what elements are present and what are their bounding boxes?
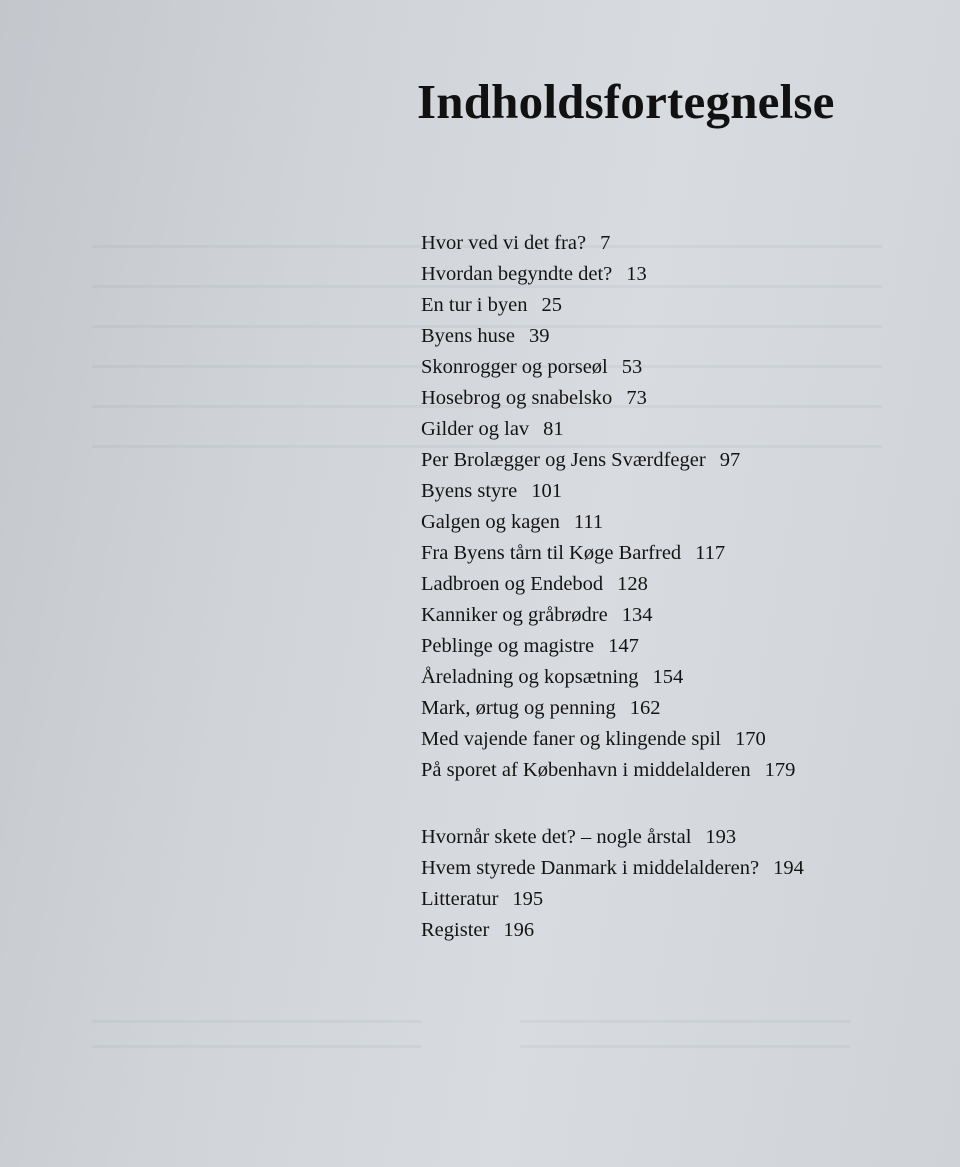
toc-entry-title: På sporet af København i middelalderen [421,759,751,781]
toc-entry-title: En tur i byen [421,294,528,316]
bleed-through-line [92,1020,422,1023]
toc-entry-page-number: 134 [621,604,653,626]
toc-entry-title: Peblinge og magistre [421,635,595,657]
toc-entry-page-number: 194 [773,857,804,879]
toc-entry-page-number: 81 [543,418,564,440]
toc-entry [421,662,795,693]
toc-entry-page-number: 101 [531,480,562,502]
toc-entry-page-number: 128 [617,573,648,595]
toc-entry-title: Hvem styrede Danmark i middelalderen? [421,857,760,879]
toc-entry-title: Byens huse [421,325,515,347]
toc-entry-title: Register [421,919,490,941]
toc-entry-title: Med vajende faner og klingende spil [421,728,722,750]
toc-entry-title: Litteratur [421,888,499,910]
toc-entry-title: Per Brolægger og Jens Sværdfeger [421,449,706,471]
toc-entry-title: Byens styre [421,480,518,502]
toc-entry [421,569,795,600]
toc-entry-title: Hvornår skete det? – nogle årstal [421,826,692,848]
toc-entry-page-number: 25 [541,294,562,316]
bleed-through-text [88,40,102,102]
toc-entry-page-number: 170 [735,728,766,750]
toc-entry-page-number: 7 [600,232,611,254]
toc-entry [421,445,795,476]
toc-entry-page-number: 73 [626,387,647,409]
toc-entry [421,853,804,884]
toc-entry [421,884,804,915]
toc-entry-page-number: 39 [528,325,550,347]
bleed-through-line [92,1045,422,1048]
toc-entry [421,321,795,352]
toc-entry [421,228,795,259]
toc-entry [421,915,804,946]
toc-entry-page-number: 193 [705,826,737,848]
toc-entry-title: Hvor ved vi det fra? [421,232,587,254]
bleed-through-line [520,1020,850,1023]
toc-entry [421,600,795,631]
toc-entry-page-number: 195 [512,888,544,910]
toc-entry-page-number: 179 [764,759,796,781]
toc-entry [421,631,795,662]
toc-entry [421,724,795,755]
toc-entry-title: Skonrogger og porseøl [421,356,608,378]
toc-entry-title: Ladbroen og Endebod [421,573,604,595]
toc-entry-page-number: 117 [695,542,726,564]
toc-entry-page-number: 13 [626,263,647,285]
toc-entry [421,383,795,414]
toc-entry-page-number: 147 [608,635,639,657]
toc-entry [421,352,795,383]
toc-entry-title: Kanniker og gråbrødre [421,604,608,626]
toc-entry [421,476,795,507]
table-of-contents [421,228,795,786]
toc-entry [421,290,795,321]
table-of-contents-appendix [421,822,804,946]
toc-entry [421,414,795,445]
toc-entry-page-number: 154 [652,666,684,688]
toc-entry-page-number: 196 [503,919,535,941]
toc-entry [421,259,795,290]
toc-entry [421,822,804,853]
toc-entry-title: Gilder og lav [421,418,530,440]
toc-entry-title: Galgen og kagen [421,511,560,533]
toc-entry-title: Mark, ørtug og penning [421,697,616,719]
page-title: Indholdsfortegnelse [417,73,835,129]
toc-entry-page-number: 111 [573,511,604,533]
toc-entry-page-number: 53 [621,356,643,378]
toc-entry [421,755,795,786]
toc-entry-page-number: 97 [719,449,741,471]
toc-entry [421,693,795,724]
toc-entry-title: Åreladning og kopsætning [421,666,639,688]
toc-entry-page-number: 162 [629,697,661,719]
toc-entry [421,507,795,538]
toc-entry-title: Hvordan begyndte det? [421,263,613,285]
bleed-through-line [520,1045,850,1048]
toc-entry [421,538,795,569]
toc-entry-title: Hosebrog og snabelsko [421,387,613,409]
toc-entry-title: Fra Byens tårn til Køge Barfred [421,542,682,564]
